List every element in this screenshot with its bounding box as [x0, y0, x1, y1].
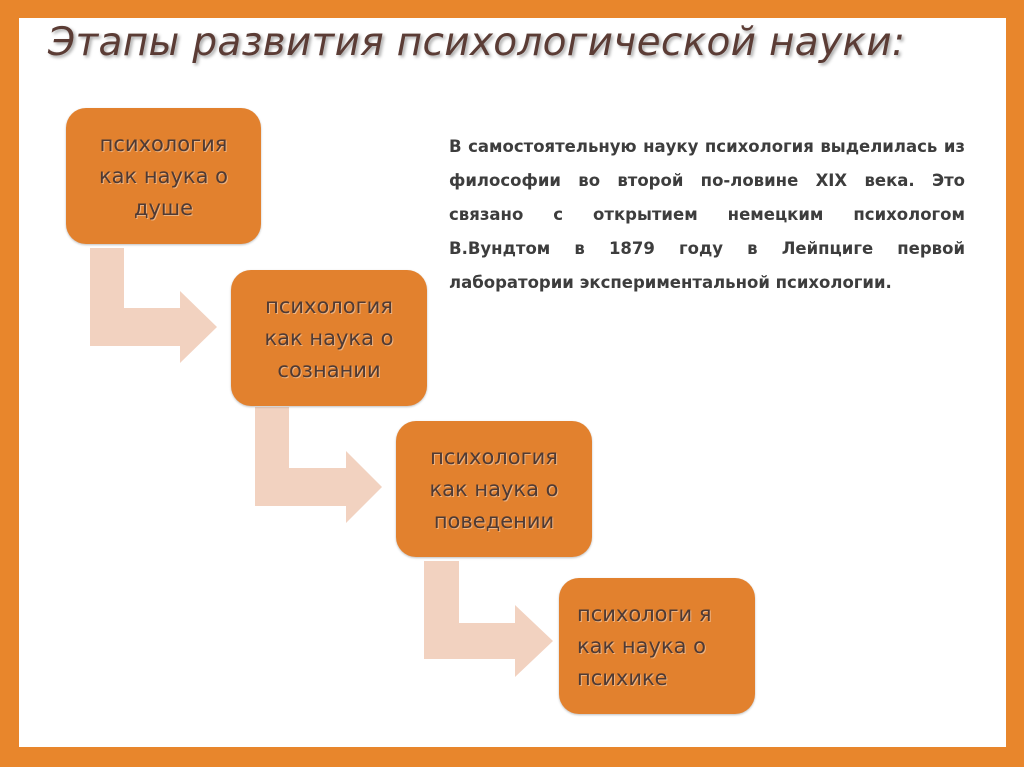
stage-soul	[66, 108, 261, 244]
stage-consciousness-label: психология как наука о сознании	[264, 294, 394, 382]
stage-psyche	[559, 578, 755, 714]
stage-behavior	[396, 421, 592, 557]
slide-title: Этапы развития психологической науки:	[48, 20, 906, 65]
slide-canvas	[19, 18, 1006, 747]
bent-arrow-2	[255, 407, 382, 523]
stage-behavior-label: психология как наука о поведении	[429, 445, 559, 533]
history-paragraph: В самостоятельную науку психология выделилась из философии во второй по-ловине XIX века. Это связано с открытием немецким психологом В.Вундтом в 1879 году в Лейпциге первой лаборатории экспериментальной психологии.	[449, 137, 965, 292]
stage-psyche-label: психологи я как наука о психике	[577, 602, 712, 690]
bent-arrow-3	[424, 561, 553, 677]
stage-soul-label: психология как наука о душе	[98, 132, 228, 220]
bent-arrow-1	[90, 248, 217, 363]
stage-consciousness	[231, 270, 427, 406]
